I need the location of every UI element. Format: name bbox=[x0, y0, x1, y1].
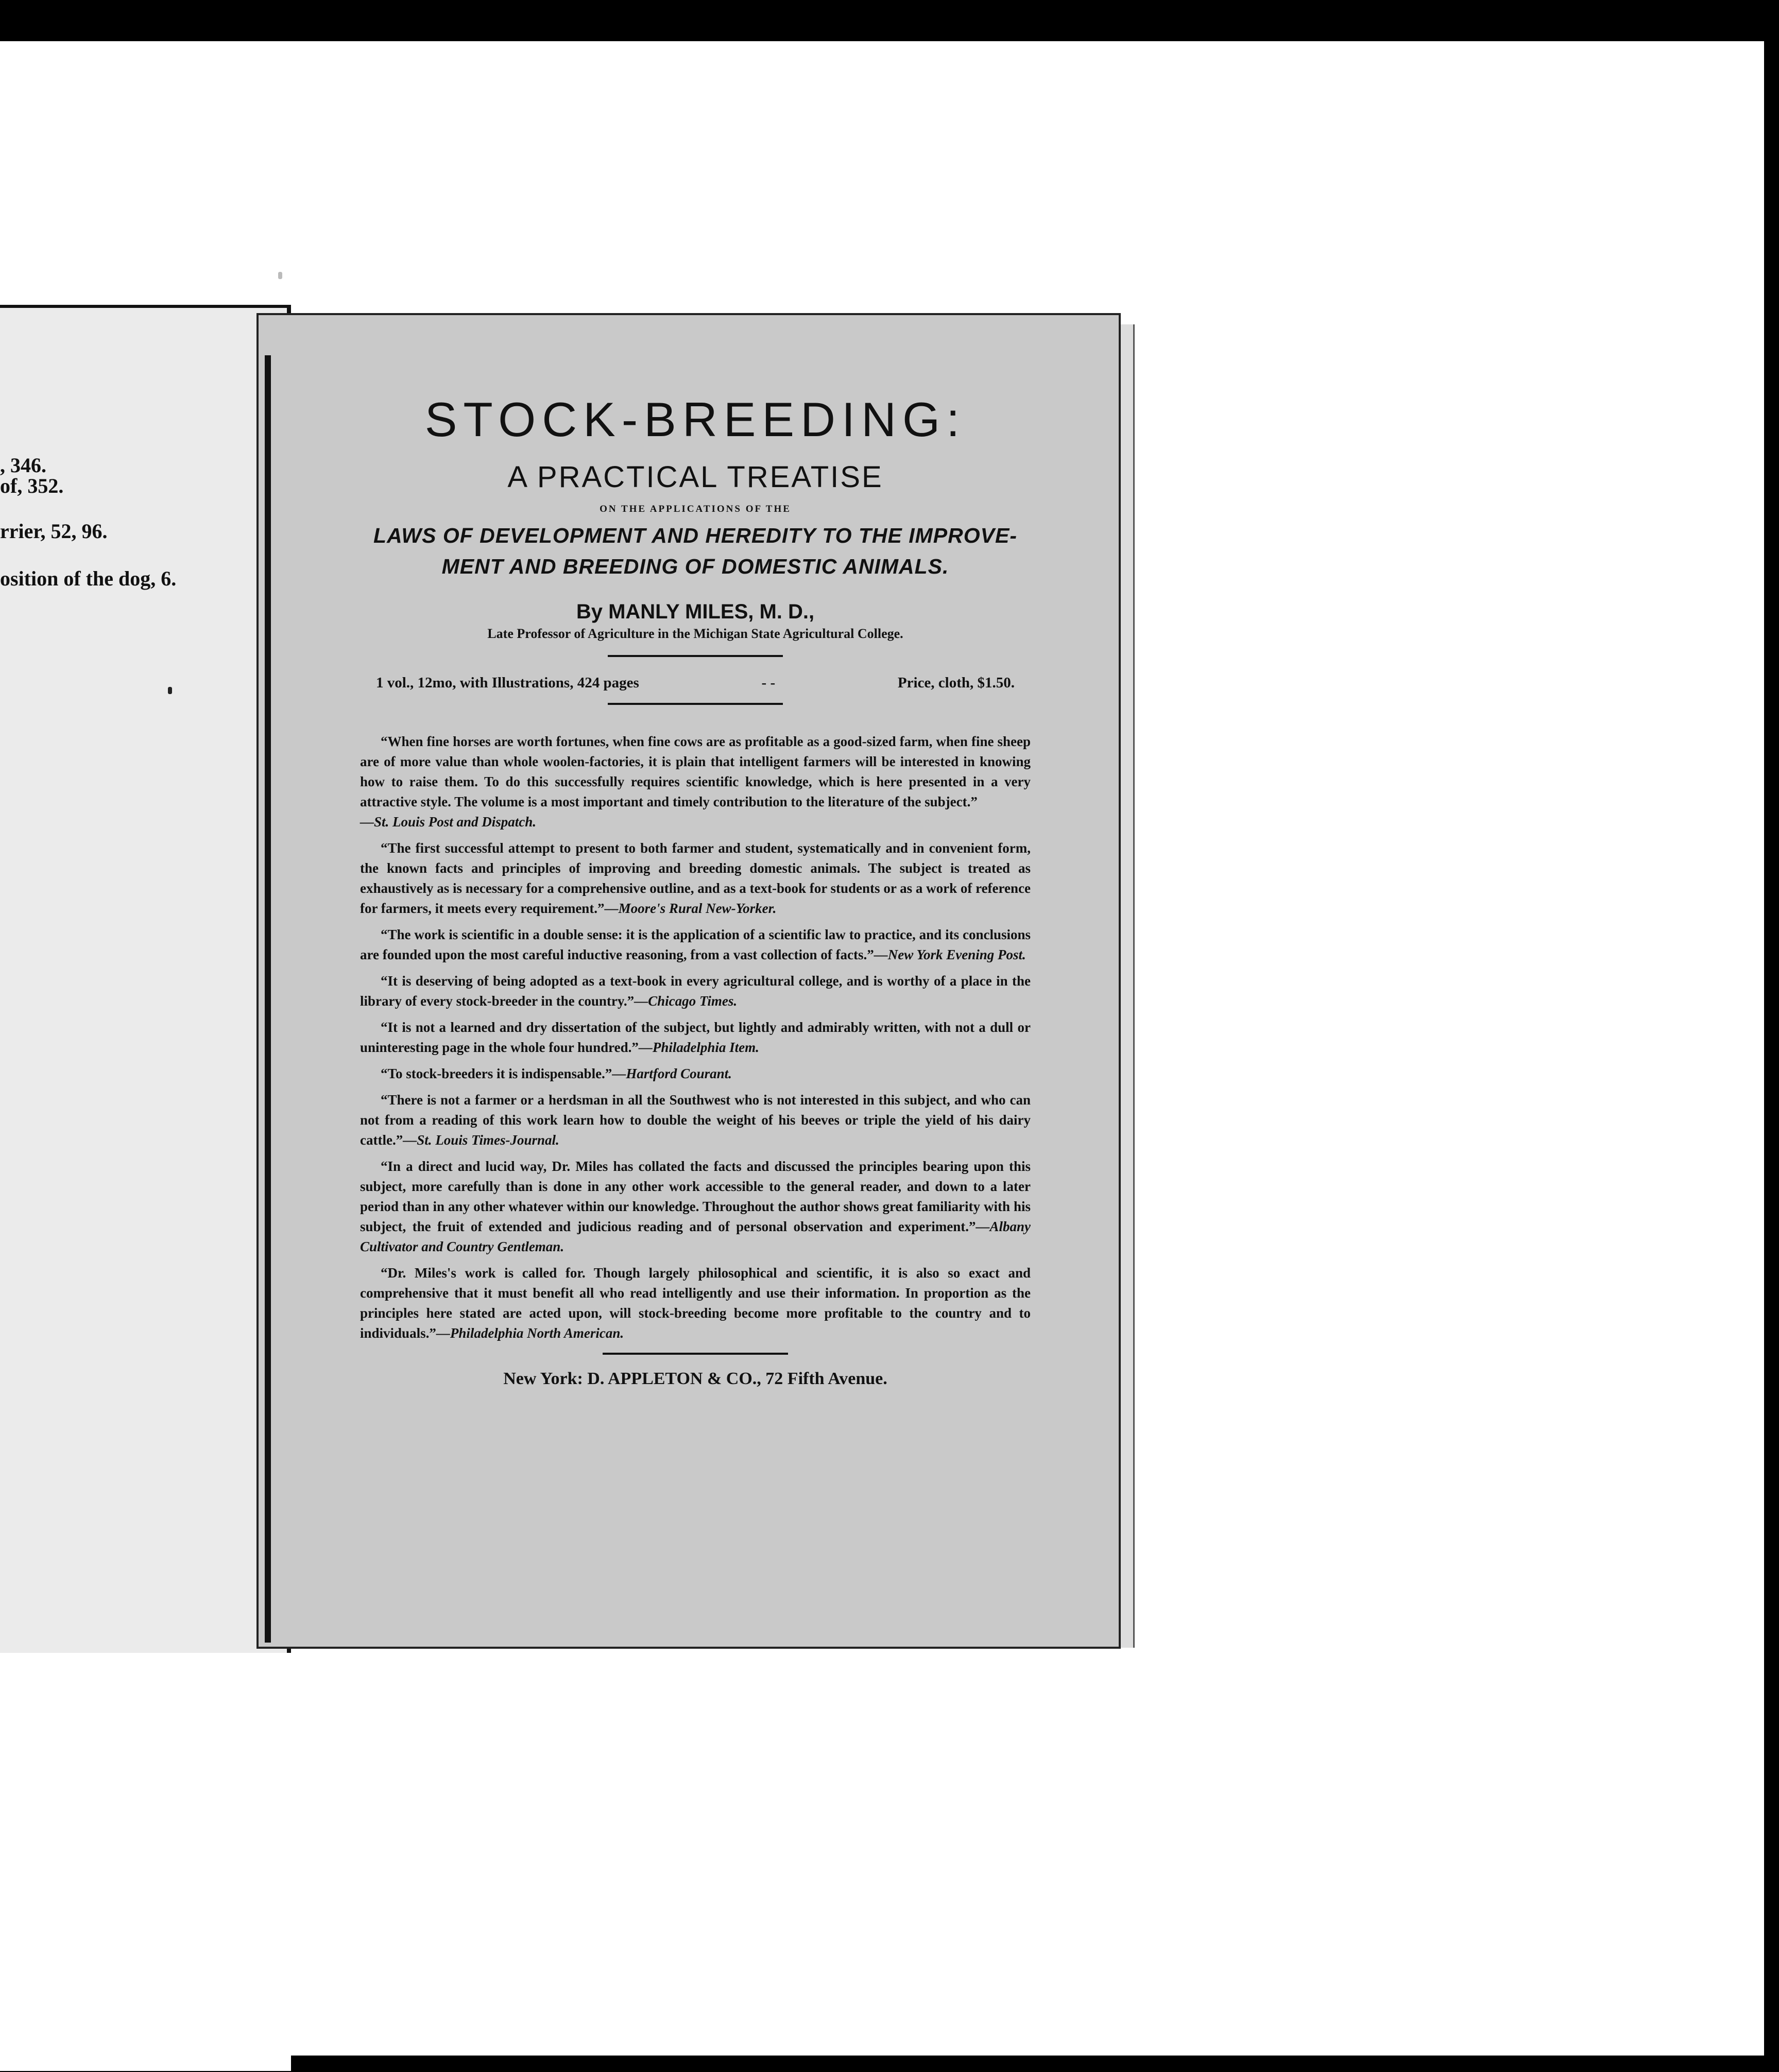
review-text: “It is not a learned and dry dissertation of the subject, but lightly and admirably written, with not a dull or uninteresting page in the whole four hundred.” bbox=[360, 1020, 1031, 1055]
review-text: “To stock-breeders it is indispensable.” bbox=[381, 1066, 612, 1081]
index-line: , 346. bbox=[0, 454, 46, 477]
review bbox=[360, 971, 1031, 1011]
laws-description bbox=[309, 520, 1082, 582]
laws-line-2: MENT AND BREEDING OF DOMESTIC ANIMALS. bbox=[441, 555, 949, 578]
review bbox=[360, 1017, 1031, 1058]
review bbox=[360, 1064, 1031, 1084]
publisher-imprint: New York: D. APPLETON & CO., 72 Fifth Avenue. bbox=[503, 1369, 887, 1388]
review-source: —St. Louis Times-Journal. bbox=[403, 1132, 559, 1148]
review-text: “The work is scientific in a double sense: it is the application of a scientific law to practice, and its conclusions are founded upon the most careful inductive reasoning, from a vast collection of facts.” bbox=[360, 927, 1031, 962]
index-line: of, 352. bbox=[0, 474, 64, 497]
review bbox=[360, 838, 1031, 919]
author-name: By MANLY MILES, M. D., bbox=[576, 600, 815, 623]
review bbox=[360, 1263, 1031, 1343]
review-text: “There is not a farmer or a herdsman in all the Southwest who is not interested in this subject, and who can not from a reading of this work learn how to double the weight of his beeves or triple the yield of his dairy cattle.” bbox=[360, 1092, 1031, 1148]
review-source: —St. Louis Post and Dispatch. bbox=[360, 814, 537, 830]
book-title: STOCK-BREEDING: bbox=[424, 392, 966, 446]
left-page-bottom-margin bbox=[0, 1653, 291, 2071]
divider-rule bbox=[603, 1353, 788, 1355]
review-text: “It is deserving of being adopted as a text-book in every agricultural college, and is worthy of a place in the library of every stock-breeder in the country.” bbox=[360, 973, 1031, 1009]
review-source: —Chicago Times. bbox=[634, 993, 738, 1009]
price: Price, cloth, $1.50. bbox=[897, 675, 1015, 691]
review-source: —Albany Cultivator and Country Gentleman. bbox=[360, 1219, 1031, 1254]
review bbox=[360, 732, 1031, 832]
review-source: —Moore's Rural New-Yorker. bbox=[604, 901, 777, 916]
review bbox=[360, 1090, 1031, 1150]
review-source: —Hartford Courant. bbox=[612, 1066, 732, 1081]
review-source: —Philadelphia Item. bbox=[638, 1040, 759, 1055]
index-line: rrier, 52, 96. bbox=[0, 520, 108, 543]
book-subtitle: A PRACTICAL TREATISE bbox=[507, 460, 883, 494]
review bbox=[360, 1156, 1031, 1257]
review bbox=[360, 925, 1031, 965]
review-source: —Philadelphia North American. bbox=[436, 1325, 624, 1341]
price-dashes: - - bbox=[761, 675, 776, 691]
press-reviews bbox=[360, 732, 1031, 1343]
review-text: “In a direct and lucid way, Dr. Miles has collated the facts and discussed the principles bearing upon this subject, more carefully than is done in any other work accessible to the general reader, and down to a later period than in any other whatever within our knowledge. Throughout the author shows great familiarity with his subject, the fruit of extended and judicious reading and of personal observation and experiment.” bbox=[360, 1159, 1031, 1234]
index-line: osition of the dog, 6. bbox=[0, 567, 177, 590]
review-source: —New York Evening Post. bbox=[874, 947, 1026, 962]
volume-info: 1 vol., 12mo, with Illustrations, 424 pages bbox=[376, 675, 639, 691]
advertisement-content bbox=[309, 391, 1082, 1389]
review-text: “The first successful attempt to present to both farmer and student, systematically and in convenient form, the known facts and principles of improving and breeding domestic animals. The subject is treated as exhaustively as is necessary for a comprehensive outline, and as a text-book for students or as a work of reference for farmers, it meets every requirement.” bbox=[360, 840, 1031, 916]
price-line bbox=[376, 675, 1015, 692]
page-binding-line bbox=[265, 355, 271, 1643]
divider-rule bbox=[608, 655, 783, 657]
review-text: “When fine horses are worth fortunes, when fine cows are as profitable as a good-sized farm, when fine sheep are of more value than whole woolen-factories, it is plain that intelligent farmers will be interested in knowing how to raise them. To do this successfully requires scientific knowledge, which is here presented in a very attractive style. The volume is a most important and timely contribution to the literature of the subject.” bbox=[360, 734, 1031, 809]
ink-speck bbox=[278, 272, 282, 279]
author-title: Late Professor of Agriculture in the Michigan State Agricultural College. bbox=[487, 626, 903, 641]
divider-rule bbox=[608, 703, 783, 705]
laws-line-1: LAWS OF DEVELOPMENT AND HEREDITY TO THE IMPROVE- bbox=[373, 524, 1017, 547]
applications-line: ON THE APPLICATIONS OF THE bbox=[600, 504, 791, 514]
review-text: “Dr. Miles's work is called for. Though largely philosophical and scientific, it is also so exact and comprehensive that it must benefit all who read intelligently and use their information. In proportion as the principles here stated are acted upon, will stock-breeding become more profitable to the country and to individuals.” bbox=[360, 1265, 1031, 1341]
page-edge bbox=[1121, 324, 1135, 1648]
ink-speck bbox=[168, 687, 172, 694]
